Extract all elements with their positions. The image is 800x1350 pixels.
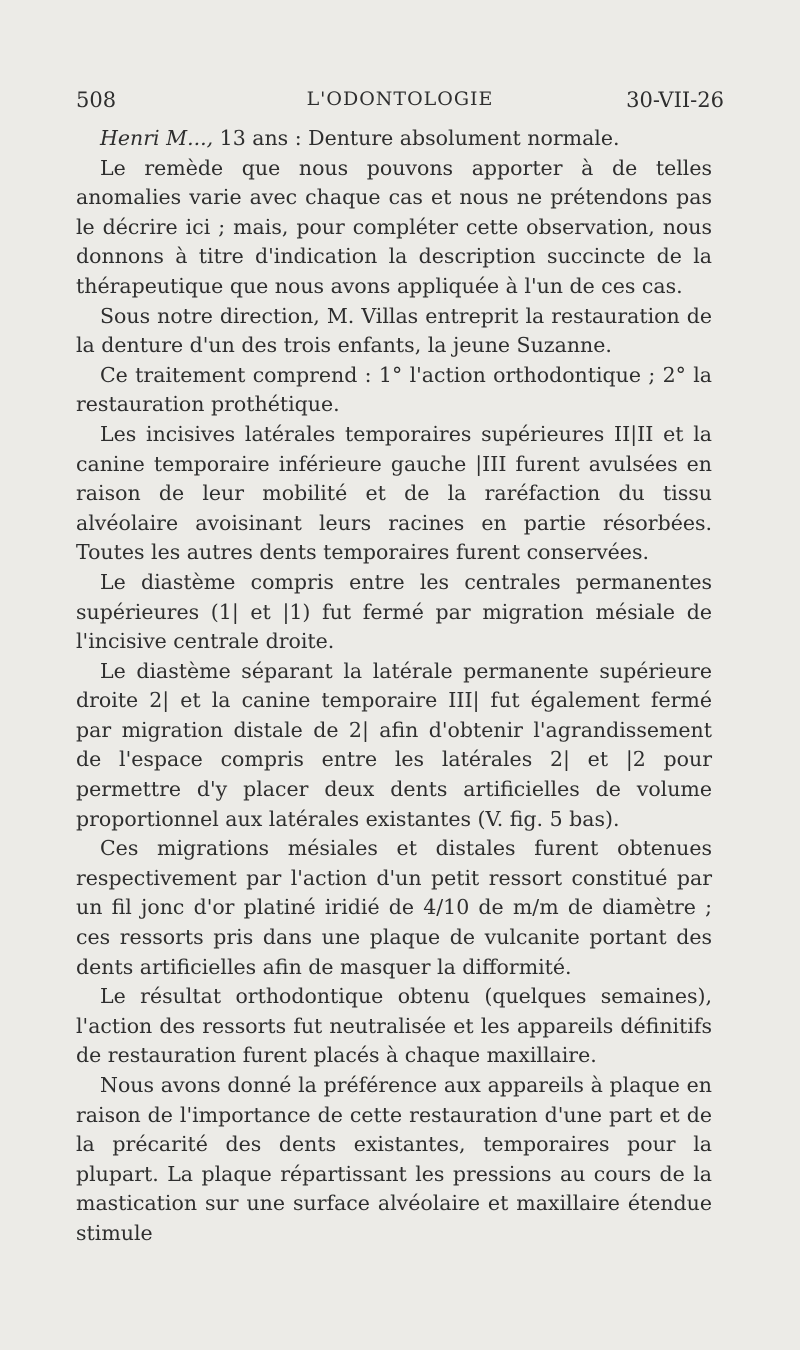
page-number: 508	[76, 88, 117, 112]
journal-title: L'ODONTOLOGIE	[306, 88, 494, 110]
running-header	[76, 88, 724, 118]
paragraph-3: Sous notre direction, M. Villas entreprit la restauration de la denture d'un des trois enfants, la jeune Suzanne.	[76, 303, 712, 358]
paragraph-6: Le diastème compris entre les centrales permanentes supérieures (1| et |1) fut fermé par migration mésiale de l'incisive centrale droite.	[76, 569, 712, 654]
paragraph-4: Ce traitement comprend : 1° l'action orthodontique ; 2° la restauration prothétique.	[76, 362, 712, 417]
paragraph-5: Les incisives latérales temporaires supérieures II|II et la canine temporaire inférieure gauche |III furent avulsées en raison de leur mobilité et de la raréfaction du tissu alvéolaire avoisinant leurs racines en partie résorbées. Toutes les autres dents temporaires furent conservées.	[76, 421, 712, 565]
patient-name: Henri M...,	[100, 126, 214, 150]
paragraph-8: Ces migrations mésiales et distales furent obtenues respectivement par l'action d'un petit ressort constitué par un fil jonc d'or platiné iridié de 4/10 de m/m de diamètre ; ces ressorts pris dans une plaque de vulcanite portant des dents artificielles afin de masquer la difformité.	[76, 836, 712, 979]
paragraph-1: Henri M..., 13 ans : Denture absolument normale.	[100, 126, 620, 150]
paragraph-2: Le remède que nous pouvons apporter à de telles anomalies varie avec chaque cas et nous ne prétendons pas le décrire ici ; mais, pour compléter cette observation, nous donnons à titre d'indication la description succincte de la thérapeutique que nous avons appliquée à l'un de ces cas.	[76, 155, 712, 298]
issue-date: 30-VII-26	[626, 88, 724, 112]
body-text	[76, 124, 712, 1249]
paragraph-9: Le résultat orthodontique obtenu (quelques semaines), l'action des ressorts fut neutralisée et les appareils définitifs de restauration furent placés à chaque maxillaire.	[76, 984, 712, 1068]
paragraph-7: Le diastème séparant la latérale permanente supérieure droite 2| et la canine temporaire III| fut également fermé par migration distale de 2| afin d'obtenir l'agrandissement de l'espace compris entre les latérales 2| et |2 pour permettre d'y placer deux dents artificielles de volume proportionnel aux latérales existantes (V. fig. 5 bas).	[76, 658, 712, 831]
paragraph-10: Nous avons donné la préférence aux appareils à plaque en raison de l'importance de cette restauration d'une part et de la précarité des dents existantes, temporaires pour la plupart. La plaque répartissant les pressions au cours de la mastication sur une surface alvéolaire et maxillaire étendue stimule	[76, 1073, 712, 1245]
